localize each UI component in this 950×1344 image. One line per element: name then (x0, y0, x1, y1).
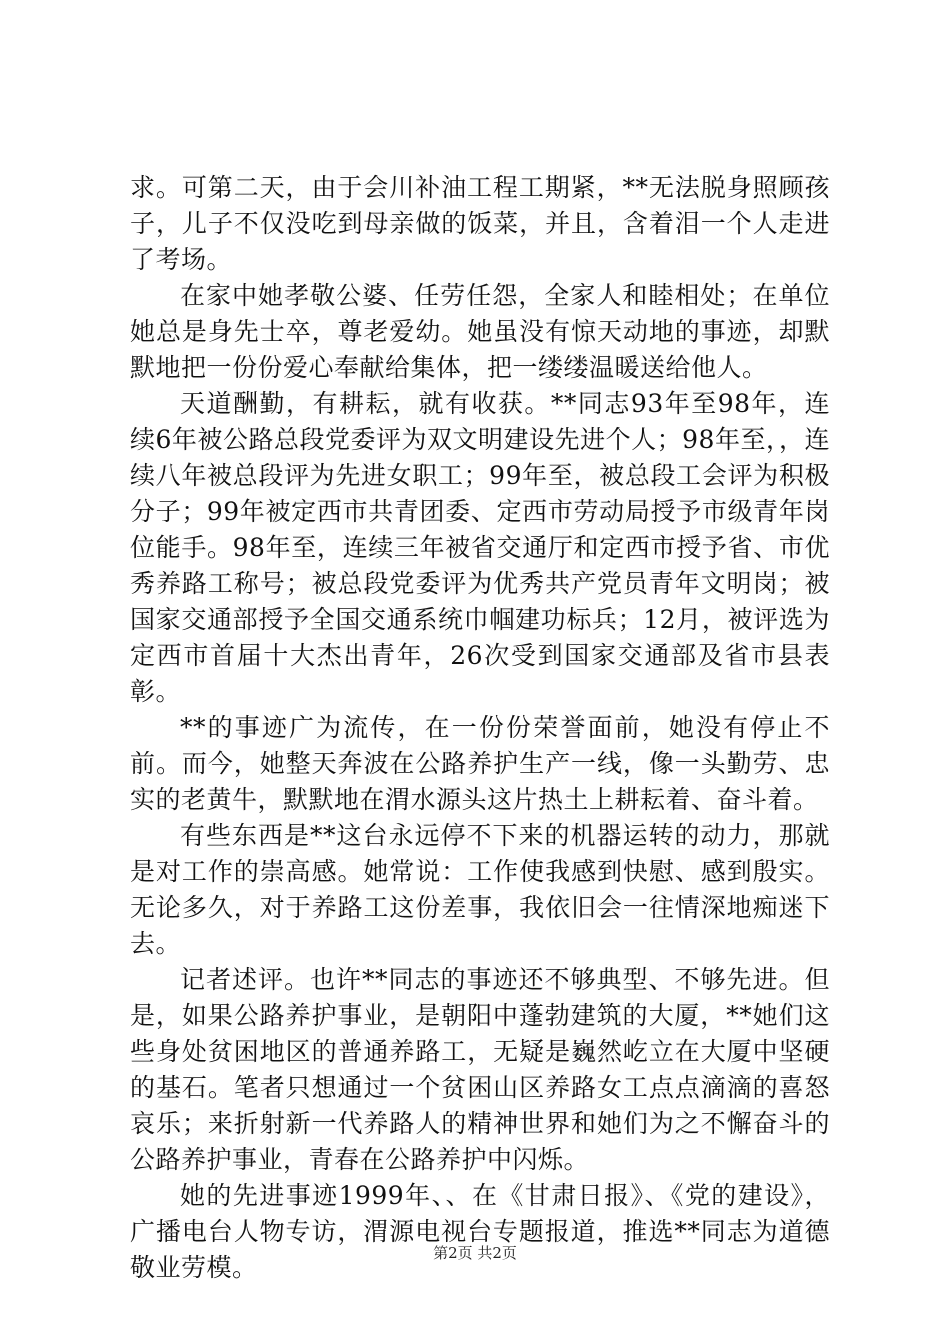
body-text (130, 170, 830, 1286)
paragraph: 天道酬勤，有耕耘，就有收获。**同志93年至98年，连续6年被公路总段党委评为双文明建设先进个人；98年至，，连续八年被总段评为先进女职工；99年至，被总段工会评为积极分子；99年被定西市共青团委、定西市劳动局授予市级青年岗位能手。98年至，连续三年被省交通厅和定西市授予省、市优秀养路工称号；被总段党委评为优秀共产党员青年文明岗；被国家交通部授予全国交通系统巾帼建功标兵；12月，被评选为定西市首届十大杰出青年，26次受到国家交通部及省市县表彰。 (130, 389, 830, 706)
paragraph: **的事迹广为流传，在一份份荣誉面前，她没有停止不前。而今，她整天奔波在公路养护生产一线，像一头勤劳、忠实的老黄牛，默默地在渭水源头这片热土上耕耘着、奋斗着。 (130, 713, 830, 814)
paragraph: 有些东西是**这台永远停不下来的机器运转的动力，那就是对工作的崇高感。她常说：工作使我感到快慰、感到殷实。无论多久，对于养路工这份差事，我依旧会一往情深地痴迷下去。 (130, 821, 830, 958)
paragraph: 记者述评。也许**同志的事迹还不够典型、不够先进。但是，如果公路养护事业，是朝阳中蓬勃建筑的大厦，**她们这些身处贫困地区的普通养路工，无疑是巍然屹立在大厦中坚硬的基石。笔者只想通过一个贫困山区养路女工点点滴滴的喜怒哀乐；来折射新一代养路人的精神世界和她们为之不懈奋斗的公路养护事业，青春在公路养护中闪烁。 (130, 965, 830, 1174)
paragraph: 在家中她孝敬公婆、任劳任怨，全家人和睦相处；在单位她总是身先士卒，尊老爱幼。她虽没有惊天动地的事迹，却默默地把一份份爱心奉献给集体，把一缕缕温暖送给他人。 (130, 281, 830, 382)
paragraph: 求。可第二天，由于会川补油工程工期紧，**无法脱身照顾孩子，儿子不仅没吃到母亲做的饭菜，并且，含着泪一个人走进了考场。 (130, 173, 830, 274)
page-footer: 第2页 共2页 (433, 1244, 517, 1262)
paragraph: 她的先进事迹1999年、、在《甘肃日报》、《党的建设》，广播电台人物专访，渭源电视台专题报道，推选**同志为道德敬业劳模。 (130, 1181, 830, 1282)
